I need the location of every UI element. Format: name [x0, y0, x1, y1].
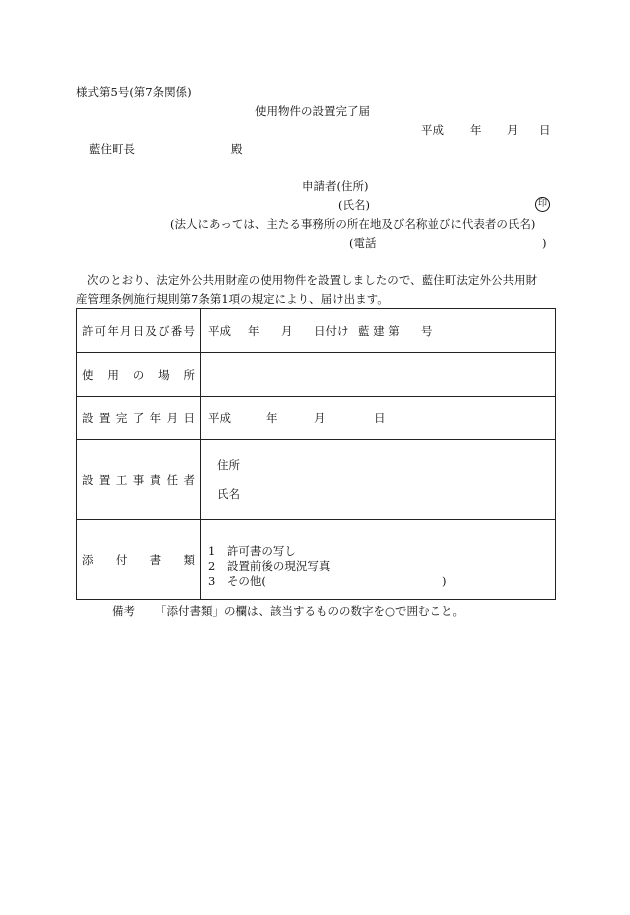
date-month: 月: [507, 123, 519, 137]
completion-day: 日: [374, 411, 386, 425]
permit-dated: 日付け: [314, 323, 349, 338]
completion-month: 月: [314, 411, 326, 425]
completion-date-label: 設置完了年月日: [77, 397, 201, 440]
manager-name-label: 氏名: [217, 486, 240, 501]
applicant-address-label: 申請者(住所): [302, 179, 369, 193]
date-year: 年: [470, 123, 482, 137]
phone-open: (電話: [349, 236, 377, 250]
permit-prefix: 藍 建 第: [358, 323, 400, 338]
completion-year: 年: [266, 411, 278, 425]
table-row: [77, 353, 556, 397]
completion-date-field[interactable]: [201, 397, 556, 440]
seal-mark: 印: [535, 197, 550, 212]
body-text-line-1: 次のとおり、法定外公共用財産の使用物件を設置しましたので、藍住町法定外公共用財: [87, 273, 538, 287]
form-table: [76, 308, 556, 600]
attachment-other-close: ): [442, 574, 447, 588]
form-number: 様式第5号(第7条関係): [76, 85, 192, 99]
table-row: [77, 440, 556, 520]
usage-location-field[interactable]: [201, 353, 556, 397]
permit-era: 平成: [208, 323, 231, 338]
table-row: [77, 520, 556, 600]
attachment-item[interactable]: 2 設置前後の現況写真: [208, 559, 331, 573]
permit-month: 月: [281, 323, 293, 338]
addressee: 藍住町長: [89, 142, 135, 156]
attachments-field[interactable]: [201, 520, 556, 600]
date-era: 平成: [421, 123, 444, 137]
table-row: [77, 397, 556, 440]
permit-number-suffix: 号: [421, 323, 433, 338]
attachment-item[interactable]: 1 許可書の写し: [208, 544, 296, 558]
applicant-name-label: (氏名): [338, 198, 370, 212]
table-row: [77, 309, 556, 353]
document-title: 使用物件の設置完了届: [255, 104, 370, 118]
permit-date-number-label: 許可年月日及び番号: [77, 309, 201, 353]
phone-close: ): [542, 236, 547, 250]
construction-manager-field[interactable]: [201, 440, 556, 520]
attachment-item-other[interactable]: [208, 574, 555, 589]
attachments-label: 添付書類: [77, 520, 201, 600]
usage-location-label: 使用の場所: [77, 353, 201, 397]
note-label: 備考: [112, 604, 135, 618]
manager-address-label: 住所: [217, 457, 240, 472]
date-day: 日: [539, 123, 551, 137]
body-text-line-2: 産管理条例施行規則第7条第1項の規定により、届け出ます。: [76, 292, 389, 306]
attachment-other-text: 3 その他(: [208, 574, 266, 588]
permit-year: 年: [248, 323, 260, 338]
completion-era: 平成: [208, 411, 231, 425]
corporation-note: (法人にあっては、主たる事務所の所在地及び名称並びに代表者の氏名): [170, 217, 536, 231]
construction-manager-label: 設置工事責任者: [77, 440, 201, 520]
honorific: 殿: [231, 142, 243, 156]
permit-date-number-field[interactable]: [201, 309, 556, 353]
note-text: 「添付書類」の欄は、該当するものの数字を○で囲むこと。: [155, 604, 465, 618]
